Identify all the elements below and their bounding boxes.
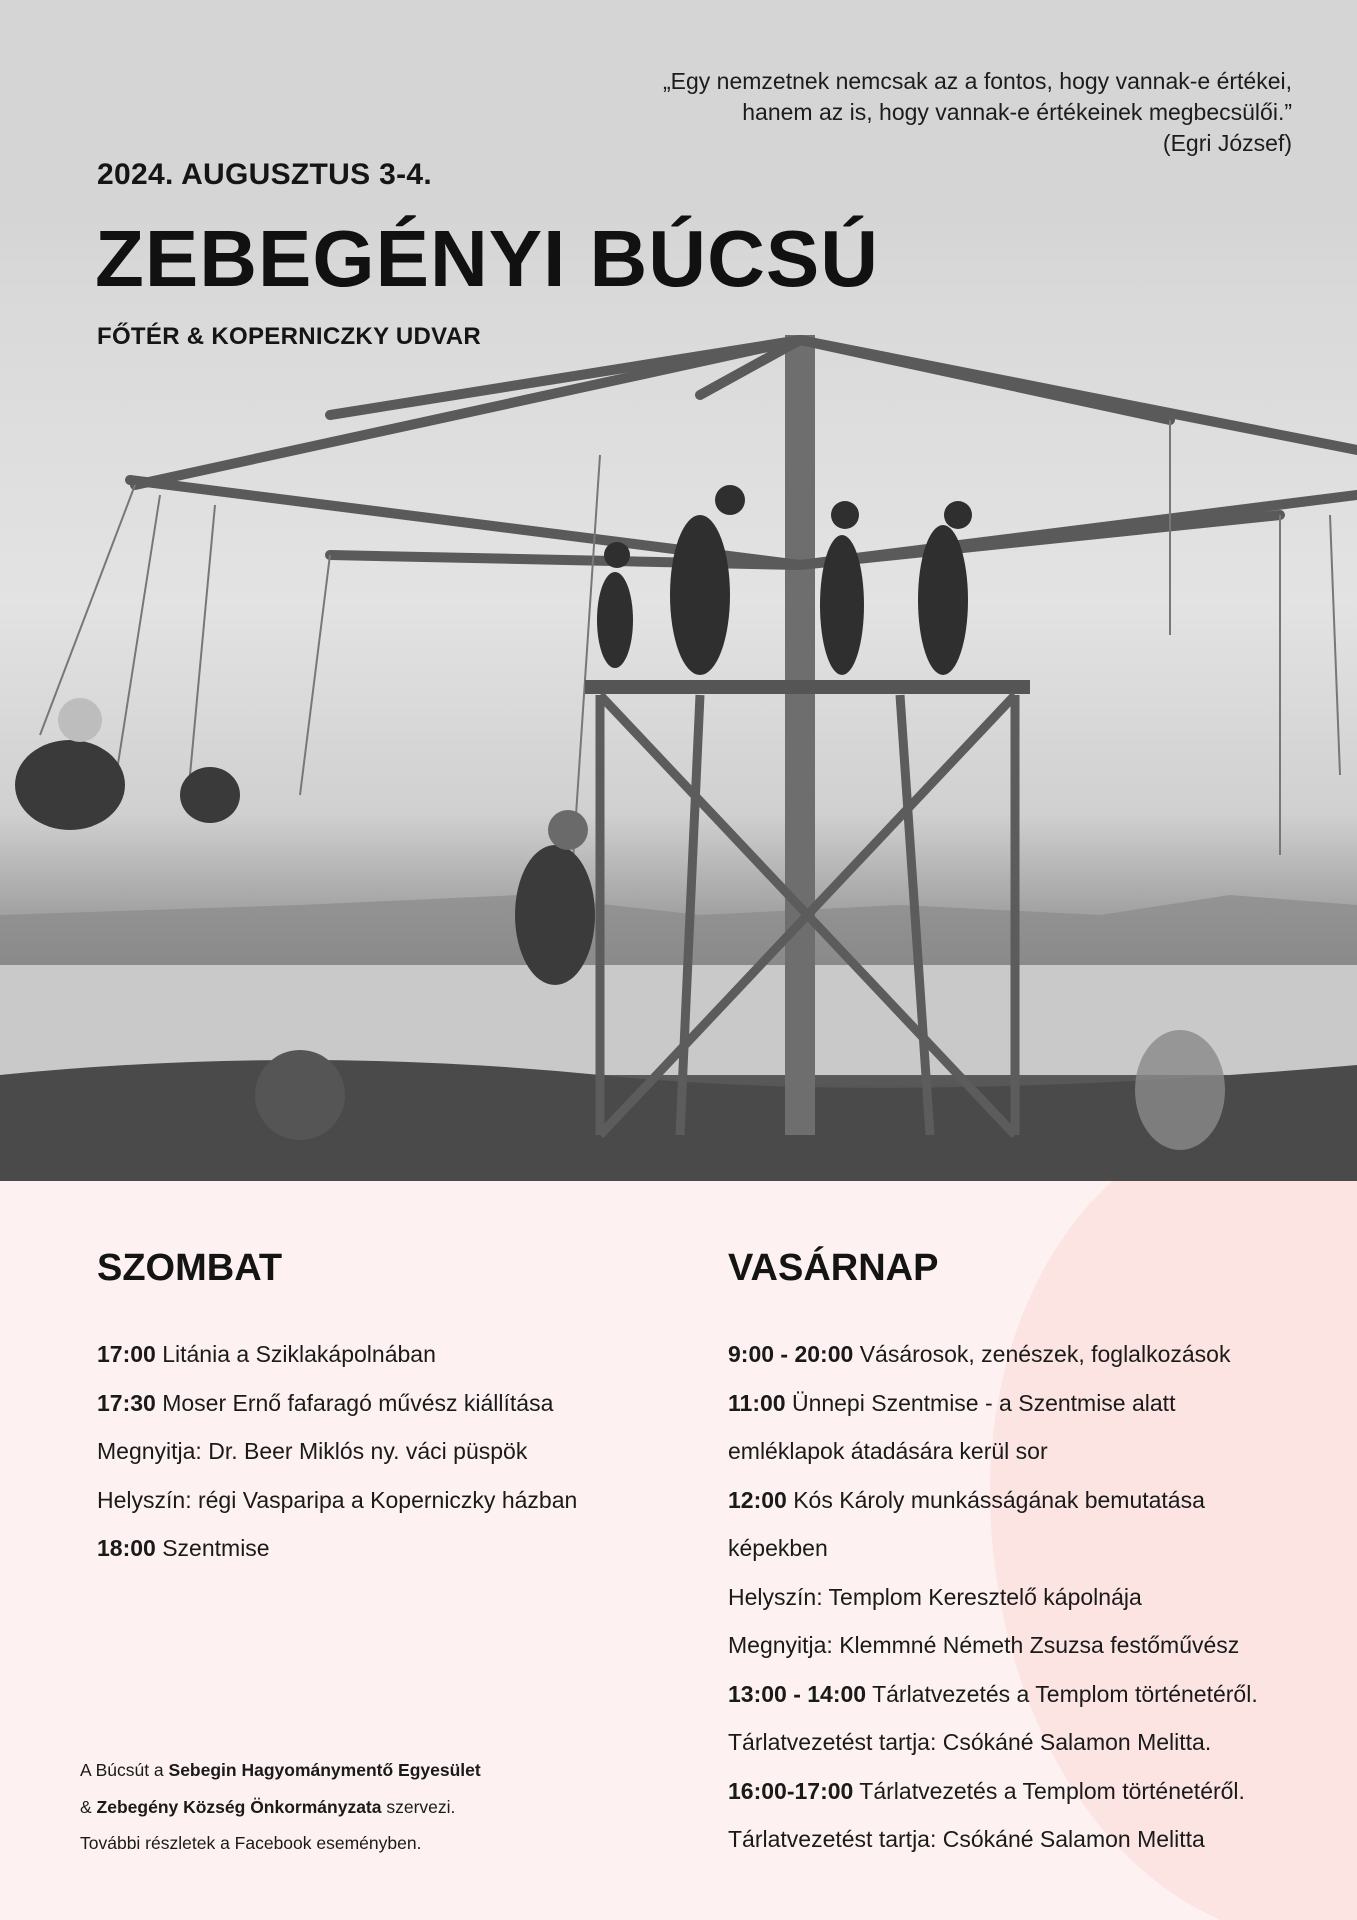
- event-date: 2024. AUGUSZTUS 3-4.: [97, 158, 432, 191]
- quote-line: hanem az is, hogy vannak-e értékeinek megbecsülői.”: [742, 99, 1292, 125]
- program-item: 17:30 Moser Ernő fafaragó művész kiállítása: [97, 1389, 554, 1416]
- program-item: 16:00-17:00 Tárlatvezetés a Templom történetéről.: [728, 1777, 1245, 1804]
- saturday-column: [97, 1246, 657, 1573]
- sunday-title: VASÁRNAP: [728, 1247, 939, 1289]
- program-item: 9:00 - 20:00 Vásárosok, zenészek, foglalkozások: [728, 1341, 1231, 1367]
- program-item: Tárlatvezetést tartja: Csókáné Salamon Melitta: [728, 1826, 1205, 1852]
- carousel-swing-photo: [0, 215, 1357, 1181]
- saturday-title: SZOMBAT: [97, 1247, 283, 1289]
- header-quote: [532, 66, 1292, 159]
- program-item: 12:00 Kós Károly munkásságának bemutatása: [728, 1486, 1205, 1513]
- program-item: 17:00 Litánia a Sziklakápolnában: [97, 1341, 436, 1367]
- organizer-line: A Búcsút a Sebegin Hagyománymentő Egyesület: [80, 1760, 481, 1780]
- sunday-column: [728, 1246, 1328, 1864]
- program-item: Helyszín: régi Vasparipa a Koperniczky házban: [97, 1486, 578, 1513]
- program-item: képekben: [728, 1535, 828, 1561]
- event-title: ZEBEGÉNYI BÚCSÚ: [95, 214, 879, 303]
- quote-line: „Egy nemzetnek nemcsak az a fontos, hogy vannak-e értékei,: [663, 68, 1292, 94]
- program-item: 18:00 Szentmise: [97, 1535, 270, 1561]
- event-location: FŐTÉR & KOPERNICZKY UDVAR: [97, 323, 481, 350]
- quote-author: (Egri József): [1162, 130, 1292, 156]
- program-item: emléklapok átadására kerül sor: [728, 1438, 1048, 1464]
- program-item: Helyszín: Templom Keresztelő kápolnája: [728, 1583, 1142, 1610]
- program-item: Megnyitja: Klemmné Németh Zsuzsa festőművész: [728, 1632, 1240, 1658]
- program-item: 11:00 Ünnepi Szentmise - a Szentmise alatt: [728, 1389, 1176, 1416]
- organizer-note: [80, 1752, 481, 1862]
- program-item: Megnyitja: Dr. Beer Miklós ny. váci püspök: [97, 1438, 528, 1464]
- carousel-illustration: [0, 215, 1357, 1181]
- program-item: Tárlatvezetést tartja: Csókáné Salamon Melitta.: [728, 1729, 1212, 1755]
- organizer-line: & Zebegény Község Önkormányzata szervezi.: [80, 1796, 456, 1817]
- facebook-note: További részletek a Facebook eseményben.: [80, 1833, 422, 1853]
- program-item: 13:00 - 14:00 Tárlatvezetés a Templom történetéről.: [728, 1680, 1258, 1707]
